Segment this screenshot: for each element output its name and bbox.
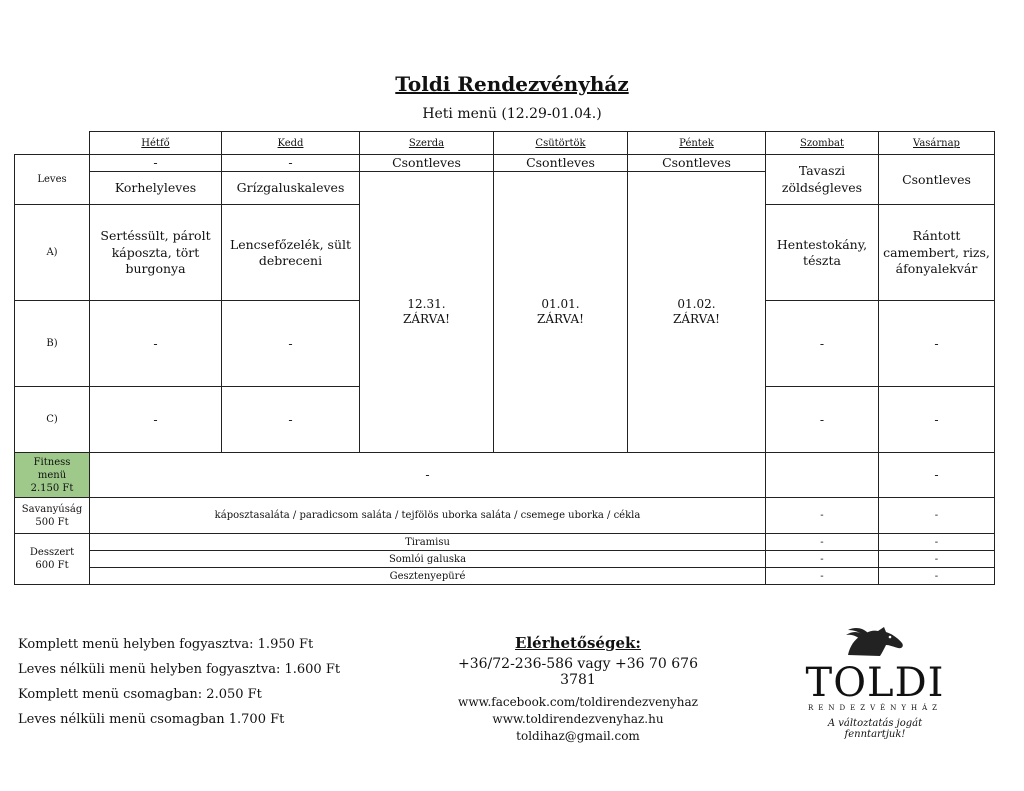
closed-thursday [494,172,628,453]
menu-c-tuesday: - [222,387,360,453]
dessert-row [15,568,995,585]
row-label-a: A) [15,205,90,301]
day-friday: Péntek [628,132,766,155]
closed-text: ZÁRVA! [537,312,584,327]
contacts-block [438,634,718,745]
dessert-label: Desszert [29,547,75,559]
row-label-c: C) [15,387,90,453]
price-line: Komplett menü helyben fogyasztva: 1.950 Ft [18,637,314,652]
contacts-heading: Elérhetőségek: [515,634,641,652]
logo-wordmark: TOLDI [805,660,945,706]
row-label-savanyusag [15,498,90,534]
weekly-menu-table [14,131,995,585]
day-thursday: Csütörtök [494,132,628,155]
soup-sunday: Csontleves [879,155,995,205]
dessert-saturday: - [766,551,879,568]
page-title: Toldi Rendezvényház [395,72,629,96]
soup-monday: Korhelyleves [90,172,222,205]
menu-b-saturday: - [766,301,879,387]
closed-date: 01.02. [677,296,716,311]
price-line: Leves nélküli menü csomagban 1.700 Ft [18,712,285,727]
closed-text: ZÁRVA! [673,312,720,327]
row-label-soup: Leves [15,155,90,205]
soup-wednesday: Csontleves [360,155,494,172]
soup-thursday: Csontleves [494,155,628,172]
day-sunday: Vasárnap [879,132,995,155]
soup-tuesday: Grízgaluskaleves [222,172,360,205]
price-line: Komplett menü csomagban: 2.050 Ft [18,687,262,702]
dessert-sunday: - [879,551,995,568]
soup-friday: Csontleves [628,155,766,172]
day-wednesday: Szerda [360,132,494,155]
day-header-row [15,132,995,155]
horse-head-icon [840,625,910,657]
day-tuesday: Kedd [222,132,360,155]
day-saturday: Szombat [766,132,879,155]
menu-a-saturday: Hentestokány, tészta [766,205,879,301]
fitness-row [15,453,995,498]
menu-c-sunday: - [879,387,995,453]
row-label-b: B) [15,301,90,387]
soup-monday-top: - [90,155,222,172]
dessert-item: Somlói galuska [90,551,766,568]
fitness-saturday [766,453,879,498]
contacts-facebook-link[interactable]: www.facebook.com/toldirendezvenyhaz [458,695,698,709]
fitness-weekdays: - [90,453,766,498]
rights-note: A változtatás jogát fenntartjuk! [827,718,923,740]
row-label-dessert [15,534,90,585]
contacts-email-link[interactable]: toldihaz@gmail.com [516,729,640,743]
contacts-phone: +36/72-236-586 vagy +36 70 676 3781 [458,656,698,688]
menu-b-monday: - [90,301,222,387]
day-monday: Hétfő [90,132,222,155]
dessert-row [15,534,995,551]
fitness-sunday: - [879,453,995,498]
dessert-item: Gesztenyepüré [90,568,766,585]
savanyusag-saturday: - [766,498,879,534]
menu-a-sunday: Rántott camembert, rizs, áfonyalekvár [879,205,995,301]
soup-row-top [15,155,995,172]
fitness-label: Fitness menü [33,456,71,481]
closed-friday [628,172,766,453]
closed-wednesday [360,172,494,453]
dessert-saturday: - [766,534,879,551]
row-label-fitness [15,453,90,498]
dessert-item: Tiramisu [90,534,766,551]
price-list [18,632,340,732]
savanyusag-row [15,498,995,534]
menu-c-saturday: - [766,387,879,453]
soup-tuesday-top: - [222,155,360,172]
savanyusag-label: Savanyúság [21,503,83,515]
savanyusag-price: 500 Ft [35,516,69,528]
menu-a-monday: Sertéssült, párolt káposzta, tört burgonya [90,205,222,301]
fitness-price: 2.150 Ft [30,482,74,494]
soup-saturday: Tavaszi zöldségleves [766,155,879,205]
price-line: Leves nélküli menü helyben fogyasztva: 1.600 Ft [18,662,341,677]
closed-text: ZÁRVA! [403,312,450,327]
dessert-price: 600 Ft [35,560,69,572]
dessert-sunday: - [879,534,995,551]
corner-cell [15,132,90,155]
logo-subtitle: RENDEZVÉNYHÁZ [807,704,943,712]
page-subtitle: Heti menü (12.29-01.04.) [422,106,602,122]
menu-b-sunday: - [879,301,995,387]
closed-date: 12.31. [407,296,446,311]
toldi-logo [800,625,950,740]
savanyusag-sunday: - [879,498,995,534]
savanyusag-list: káposztasaláta / paradicsom saláta / tejfölös uborka saláta / csemege uborka / cékla [90,498,766,534]
menu-b-tuesday: - [222,301,360,387]
menu-a-tuesday: Lencsefőzelék, sült debreceni [222,205,360,301]
dessert-saturday: - [766,568,879,585]
dessert-sunday: - [879,568,995,585]
menu-c-monday: - [90,387,222,453]
contacts-website-link[interactable]: www.toldirendezvenyhaz.hu [492,712,664,726]
dessert-row [15,551,995,568]
closed-date: 01.01. [541,296,580,311]
